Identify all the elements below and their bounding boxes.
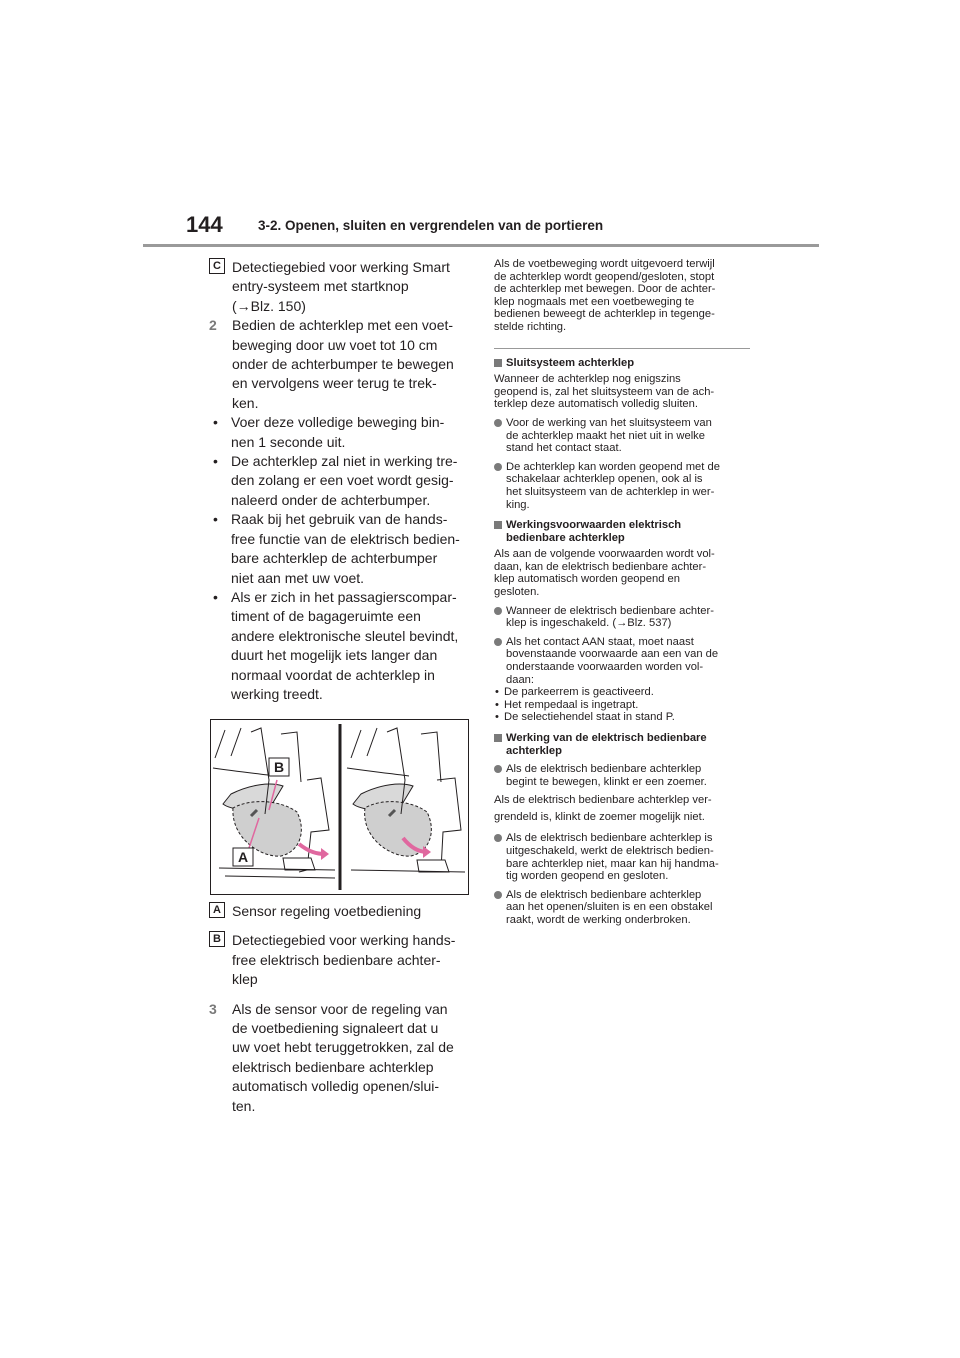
text-line: normaal voordat de achterklep in	[231, 666, 435, 683]
text-line: stelde richting.	[494, 320, 567, 333]
right-leg	[433, 778, 461, 872]
paragraph	[494, 548, 750, 598]
circle-bullet-icon	[494, 891, 502, 899]
marker-b: B	[209, 931, 225, 947]
text-line: ken.	[232, 394, 259, 411]
bullet-dot: •	[213, 588, 218, 605]
text-line: bedienbare achterklep	[506, 531, 625, 544]
text-line: beweging door uw voet tot 10 cm	[232, 336, 438, 353]
text-line: entry-systeem met startknop	[232, 278, 409, 295]
text-line: Als er zich in het passagierscompar-	[231, 588, 457, 605]
text-line: Wanneer de achterklep nog enigszins	[494, 373, 681, 386]
text-line: den zolang er een voet wordt gesig-	[231, 472, 454, 489]
circle-bullet-icon	[494, 419, 502, 427]
bullet-dot: •	[495, 698, 499, 711]
text-line: terklep deze automatisch volledig sluiten.	[494, 398, 698, 411]
text-line: begint te bewegen, klinkt er een zoemer.	[506, 775, 707, 788]
text-line: Detectiegebied voor werking hands-	[232, 932, 456, 949]
dot-item	[494, 699, 750, 712]
bumper-line	[351, 730, 361, 758]
circle-bullet-item	[494, 605, 750, 630]
text-line: de voetbediening signaleert dat u	[232, 1020, 439, 1037]
text-line: Detectiegebied voor werking Smart	[232, 259, 450, 275]
motion-arrow-head	[321, 848, 329, 860]
foot	[283, 858, 315, 870]
text-line: Als de elektrisch bedienbare achterklep	[506, 888, 702, 901]
text-line: Als de voetbeweging wordt uitgevoerd terwijl	[494, 258, 715, 270]
dot-item	[494, 686, 750, 699]
text-line: duurt het mogelijk iets langer dan	[231, 647, 438, 664]
foot	[417, 860, 449, 872]
detection-zone	[365, 802, 432, 857]
step-3	[209, 1000, 471, 1116]
bullet-dot: •	[213, 414, 218, 431]
step-number: 2	[209, 317, 217, 334]
text-line: Wanneer de elektrisch bedienbare achter-	[506, 604, 714, 617]
paragraph	[494, 792, 750, 826]
circle-bullet-icon	[494, 463, 502, 471]
intro-paragraph	[494, 258, 750, 334]
page-number: 144	[186, 212, 223, 237]
circle-bullet-item	[494, 832, 750, 882]
paragraph	[494, 373, 750, 411]
circle-bullet-item	[494, 889, 750, 927]
text-line: stand het contact staat.	[506, 442, 622, 455]
text-line: raakt, wordt de werking onderbroken.	[506, 913, 691, 926]
text-line: niet aan met uw voet.	[231, 569, 365, 586]
text-line: Bedien de achterklep met een voet-	[232, 317, 454, 334]
marker-c: C	[209, 258, 225, 274]
marker-a: A	[209, 902, 225, 918]
section-divider	[494, 348, 750, 349]
subheading-werking	[494, 732, 750, 757]
circle-bullet-item	[494, 763, 750, 788]
text-line: tig worden geopend en gesloten.	[506, 870, 669, 883]
bumper-edge	[213, 768, 275, 776]
marker-b-description	[209, 931, 471, 989]
illustration-svg	[211, 720, 468, 894]
circle-bullet-icon	[494, 607, 502, 615]
bullet-item	[209, 452, 471, 510]
bullet-dot: •	[495, 686, 499, 699]
text-line: onder de achterbumper te bewegen	[232, 356, 454, 373]
text-line: bare achterklep de achterbumper	[231, 550, 438, 567]
text-line: Als de elektrisch bedienbare achterklep ver-	[494, 794, 712, 807]
circle-bullet-icon	[494, 834, 502, 842]
circle-bullet-item	[494, 417, 750, 455]
circle-bullet-icon	[494, 638, 502, 646]
bumper-line	[367, 728, 377, 756]
dot-item	[494, 711, 750, 724]
bullet-dot: •	[495, 711, 499, 724]
text-line: Voor de werking van het sluitsysteem van	[506, 416, 712, 429]
circle-bullet-icon	[494, 765, 502, 773]
ground-line	[225, 876, 335, 878]
text-line: Als het contact AAN staat, moet naast	[506, 635, 694, 648]
text-line: Werking van de elektrisch bedienbare	[506, 732, 707, 744]
leg-outline	[421, 732, 441, 782]
bullet-item	[209, 413, 471, 452]
left-column	[209, 258, 471, 704]
left-column-lower	[209, 902, 471, 1116]
text-line: timent of de bagageruimte een	[231, 608, 421, 625]
text-line: de achterklep wordt geopend/gesloten, stopt	[494, 270, 715, 283]
text-line: Raak bij het gebruik van de hands-	[231, 511, 448, 528]
text-line: De parkeerrem is geactiveerd.	[504, 686, 654, 699]
text-line: Sensor regeling voetbediening	[232, 903, 422, 919]
left-panel	[213, 728, 335, 878]
text-line: onderstaande voorwaarden worden vol-	[506, 661, 704, 674]
section-title: 3-2. Openen, sluiten en vergrendelen van de portieren	[258, 218, 604, 233]
text-line: naleerd onder de achterbumper.	[231, 491, 431, 508]
bullet-item	[209, 510, 471, 588]
text-line: werking treedt.	[231, 685, 323, 702]
ground-line	[219, 868, 335, 870]
text-line: Voer deze volledige beweging bin-	[231, 414, 445, 431]
text-line: ten.	[232, 1097, 256, 1114]
text-line: andere elektronische sleutel bevindt,	[231, 627, 459, 644]
text-line: Als de elektrisch bedienbare achterklep	[506, 763, 702, 776]
marker-a-description	[209, 902, 471, 921]
text-line: de achterklep maakt het niet uit in welke	[506, 429, 705, 442]
bullet-item	[209, 588, 471, 704]
text-line: De selectiehendel staat in stand P.	[504, 711, 675, 724]
text-line: king.	[506, 498, 530, 511]
text-line: geopend is, zal het sluitsysteem van de ach-	[494, 385, 715, 398]
text-line: Als de elektrisch bedienbare achterklep is	[506, 832, 713, 845]
text-line: en vervolgens weer terug te trek-	[232, 375, 437, 392]
foot-sensor-illustration	[210, 719, 469, 895]
text-line: klep is ingeschakeld. (→Blz. 537)	[506, 617, 672, 630]
text-line: Sluitsysteem achterklep	[506, 356, 635, 369]
text-line: bovenstaande voorwaarde aan een van de	[506, 648, 719, 661]
bullet-dot: •	[213, 453, 218, 470]
text-line: elektrisch bedienbare achterklep	[232, 1058, 434, 1075]
text-line: daan, kan de elektrisch bedienbare achter-	[494, 560, 707, 573]
text-line: het sluitsysteem van de achterklep in wer-	[506, 485, 715, 498]
square-bullet-icon	[494, 359, 502, 367]
text-line: free functie van de elektrisch bedien-	[231, 530, 460, 547]
subheading-werkingsvoorwaarden	[494, 519, 750, 544]
text-line: achterklep	[506, 744, 562, 757]
bumper-line	[231, 728, 241, 756]
text-line: klep automatisch worden geopend en	[494, 573, 680, 586]
text-line: nen 1 seconde uit.	[231, 433, 346, 450]
step-number: 3	[209, 1000, 217, 1017]
bumper-line	[215, 730, 225, 758]
bumper-edge	[347, 768, 409, 776]
text-line: bedienen beweegt de achterklep in tegenge-	[494, 308, 715, 321]
square-bullet-icon	[494, 734, 502, 742]
text-line: Werkingsvoorwaarden elektrisch	[506, 519, 682, 532]
text-line: (→Blz. 150)	[232, 297, 306, 314]
text-line: uitgeschakeld, werkt de elektrisch bedien-	[506, 844, 714, 857]
text-line: gesloten.	[494, 586, 540, 599]
text-line: automatisch volledig openen/slui-	[232, 1078, 440, 1095]
text-line: free elektrisch bedienbare achter-	[232, 951, 441, 968]
circle-bullet-item	[494, 461, 750, 511]
text-line: bare achterklep niet, maar kan hij handma-	[506, 857, 719, 870]
circle-bullet-item	[494, 636, 750, 686]
text-line: Het rempedaal is ingetrapt.	[504, 698, 639, 711]
text-line: De achterklep kan worden geopend met de	[506, 460, 720, 473]
header-rule	[143, 244, 819, 247]
text-line: aan het openen/sluiten is en een obstakel	[506, 901, 713, 914]
step-2	[209, 316, 471, 413]
motion-arrow-head	[423, 846, 431, 858]
square-bullet-icon	[494, 521, 502, 529]
text-line: Als de sensor voor de regeling van	[232, 1000, 448, 1017]
text-line: klep	[232, 971, 258, 988]
text-line: schakelaar achterklep openen, ook al is	[506, 473, 703, 486]
label-b: B	[273, 759, 285, 775]
text-line: de achterklep met bewegen. Door de achter-	[494, 283, 716, 296]
bullet-dot: •	[213, 511, 218, 528]
text-line: klep nogmaals met een voetbeweging te	[494, 295, 695, 308]
label-a: A	[237, 849, 249, 865]
subheading-sluitsysteem	[494, 357, 750, 370]
right-column	[494, 258, 750, 927]
text-line: Als aan de volgende voorwaarden wordt vol-	[494, 548, 715, 561]
marker-c-description	[209, 258, 471, 316]
text-line: daan:	[506, 673, 534, 686]
text-line: uw voet hebt teruggetrokken, zal de	[232, 1039, 454, 1056]
text-line: De achterklep zal niet in werking tre-	[231, 453, 458, 470]
text-line: grendeld is, klinkt de zoemer mogelijk niet.	[494, 811, 705, 824]
right-panel	[347, 728, 465, 872]
